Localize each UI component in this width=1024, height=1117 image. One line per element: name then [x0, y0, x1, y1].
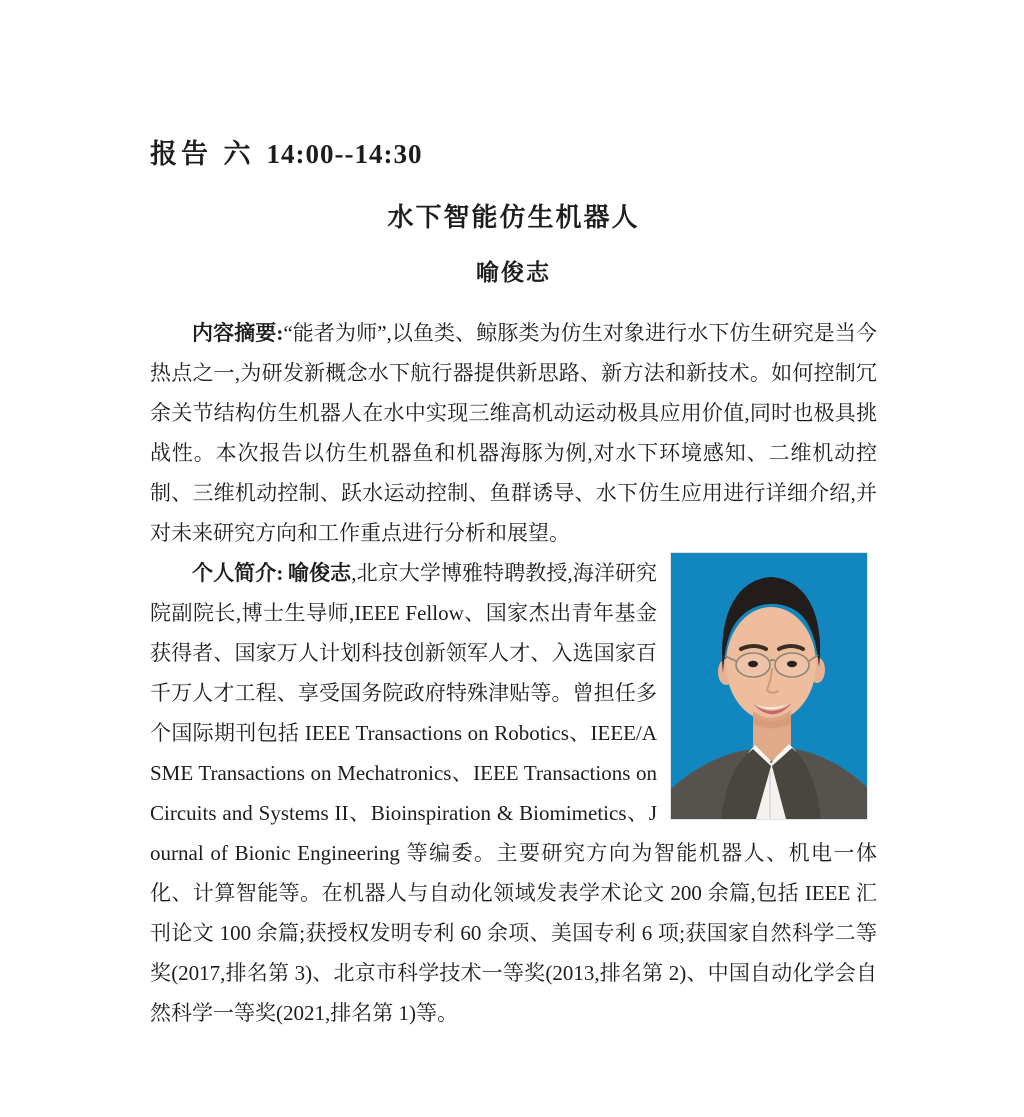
report-header-prefix: 报告 六 [150, 139, 255, 169]
speaker-name: 喻俊志 [476, 259, 551, 285]
abstract-text: “能者为师”,以鱼类、鲸豚类为仿生对象进行水下仿生研究是当今热点之一,为研发新概念水下航行器提供新思路、新方法和新技术。如何控制冗余关节结构仿生机器人在水中实现三维高机动运动极具应用价值,同时也极具挑战性。本次报告以仿生机器鱼和机器海豚为例,对水下环境感知、二维机动控制、三维机动控制、跃水运动控制、鱼群诱导、水下仿生应用进行详细介绍,并对未来研究方向和工作重点进行分析和展望。 [150, 321, 878, 545]
report-header-time: 14:00--14:30 [266, 139, 423, 169]
talk-title: 水下智能仿生机器人 [387, 202, 640, 232]
portrait-eye-left [748, 661, 758, 667]
bio-section [150, 553, 877, 1033]
bio-speaker-name: 喻俊志 [287, 561, 352, 585]
abstract-label: 内容摘要: [192, 321, 284, 345]
abstract-paragraph [150, 313, 877, 553]
portrait-eye-right [787, 661, 797, 667]
speaker-portrait-image [671, 553, 867, 819]
bio-text: ,北京大学博雅特聘教授,海洋研究院副院长,博士生导师,IEEE Fellow、国家杰出青年基金获得者、国家万人计划科技创新领军人才、入选国家百千万人才工程、享受国务院政府特殊津贴等。曾担任多个国际期刊包括 IEEE Transactions on Robotics、IEEE/ASME Transactions on Mechatronics、IEEE Transactions on Circuits and Systems II、Bioinspiration & Biomimetics、Journal of Bionic Engineering 等编委。主要研究方向为智能机器人、机电一体化、计算智能等。在机器人与自动化领域发表学术论文 200 余篇,包括 IEEE 汇刊论文 100 余篇;获授权发明专利 60 余项、美国专利 6 项;获国家自然科学二等奖(2017,排名第 3)、北京市科学技术一等奖(2013,排名第 2)、中国自动化学会自然科学一等奖(2021,排名第 1)等。 [150, 561, 877, 1025]
report-header [150, 132, 877, 171]
speaker-photo [671, 553, 867, 819]
bio-label: 个人简介: [192, 561, 284, 585]
